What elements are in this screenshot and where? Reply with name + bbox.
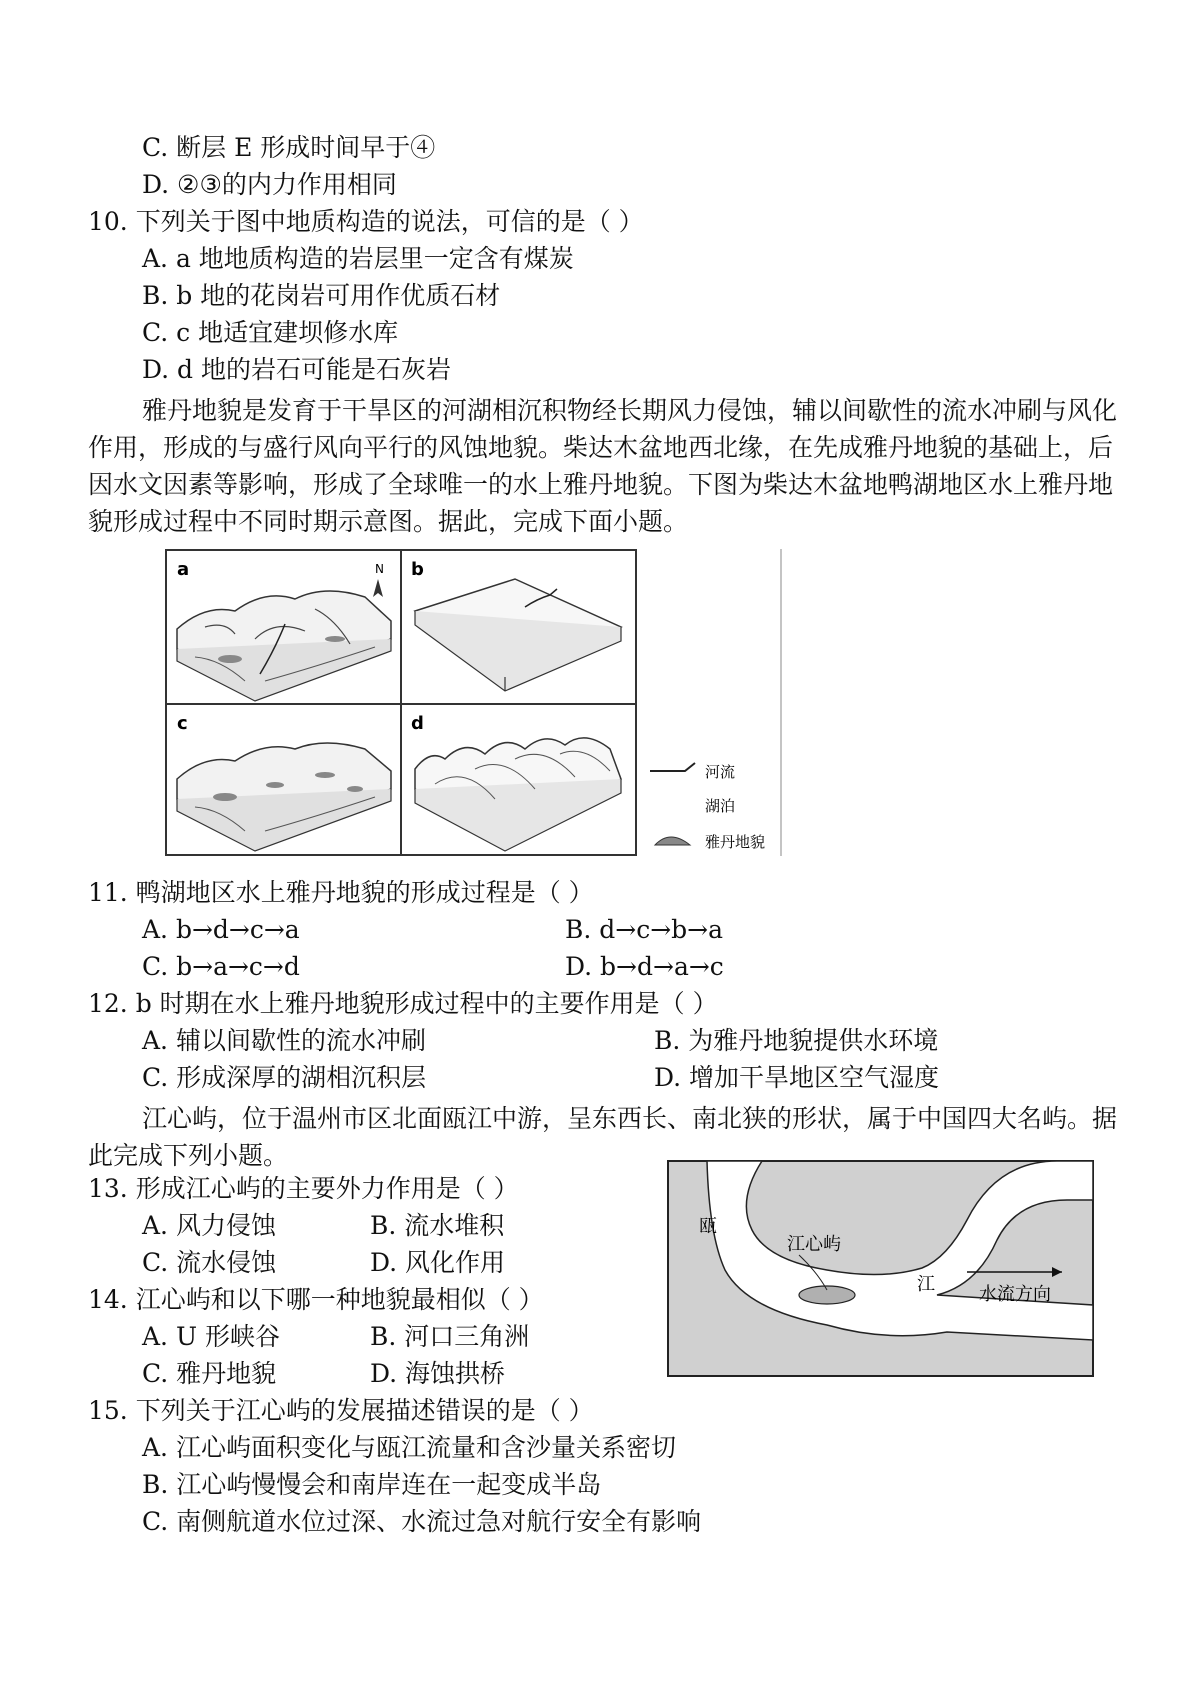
flow-direction-label: 水流方向 [979, 1284, 1051, 1305]
passage-jiangxinyu: 江心屿，位于温州市区北面瓯江中游，呈东西长、南北狭的形状，属于中国四大名屿。据此完成下列小题。 [88, 1104, 1118, 1170]
north-label: N [375, 562, 384, 576]
panel-b-label: b [411, 559, 424, 580]
yardang-stages-figure [165, 549, 783, 856]
legend-lake: 湖泊 [705, 797, 736, 815]
q12-stem: 12. b 时期在水上雅丹地貌形成过程中的主要作用是（ ） [88, 989, 718, 1018]
q15-option-a: A. 江心屿面积变化与瓯江流量和含沙量关系密切 [142, 1433, 676, 1462]
q15-stem: 15. 下列关于江心屿的发展描述错误的是（ ） [88, 1396, 594, 1425]
passage-yardang: 雅丹地貌是发育于干旱区的河湖相沉积物经长期风力侵蚀，辅以间歇性的流水冲刷与风化作用，形成的与盛行风向平行的风蚀地貌。柴达木盆地西北缘，在先成雅丹地貌的基础上，后因水文因素等影响，形成了全球唯一的水上雅丹地貌。下图为柴达木盆地鸭湖地区水上雅丹地貌形成过程中不同时期示意图。据此，完成下面小题。 [88, 396, 1118, 536]
q15-option-c: C. 南侧航道水位过深、水流过急对航行安全有影响 [142, 1507, 702, 1536]
q13-option-c: C. 流水侵蚀 [142, 1248, 277, 1277]
q13-option-b: B. 流水堆积 [370, 1211, 505, 1240]
q11-option-d: D. b→d→a→c [565, 952, 724, 981]
jiangxinyu-island [799, 1286, 855, 1304]
q11-option-c: C. b→a→c→d [142, 952, 300, 981]
q13-option-d: D. 风化作用 [370, 1248, 506, 1277]
q10-stem: 10. 下列关于图中地质构造的说法，可信的是（ ） [88, 207, 644, 236]
q12-option-c: C. 形成深厚的湖相沉积层 [142, 1063, 427, 1092]
q9-option-d: D. ②③的内力作用相同 [142, 170, 397, 199]
q14-stem: 14. 江心屿和以下哪一种地貌最相似（ ） [88, 1285, 544, 1314]
q14-option-a: A. U 形峡谷 [142, 1322, 280, 1351]
q10-option-b: B. b 地的花岗岩可用作优质石材 [142, 281, 501, 310]
q14-option-b: B. 河口三角洲 [370, 1322, 530, 1351]
q14-option-d: D. 海蚀拱桥 [370, 1359, 506, 1388]
panel-c-label: c [177, 713, 188, 734]
q11-option-b: B. d→c→b→a [565, 915, 724, 944]
panel-a-label: a [177, 559, 190, 580]
q11-option-a: A. b→d→c→a [142, 915, 300, 944]
q15-option-b: B. 江心屿慢慢会和南岸连在一起变成半岛 [142, 1470, 602, 1499]
legend-yardang-icon [655, 837, 690, 845]
river-label-ou: 瓯 [699, 1216, 717, 1237]
jiangxinyu-map [667, 1160, 1094, 1377]
q12-option-b: B. 为雅丹地貌提供水环境 [654, 1026, 939, 1055]
q10-option-a: A. a 地地质构造的岩层里一定含有煤炭 [142, 244, 574, 273]
q13-stem: 13. 形成江心屿的主要外力作用是（ ） [88, 1174, 519, 1203]
figure-legend [650, 763, 765, 851]
legend-river-icon [650, 763, 695, 771]
panel-d-label: d [411, 713, 424, 734]
q9-option-c: C. 断层 E 形成时间早于④ [142, 133, 436, 162]
q12-option-d: D. 增加干旱地区空气湿度 [654, 1063, 940, 1092]
legend-river: 河流 [705, 763, 736, 781]
q13-option-a: A. 风力侵蚀 [142, 1211, 276, 1240]
river-label-jiang: 江 [917, 1274, 935, 1295]
q10-option-c: C. c 地适宜建坝修水库 [142, 318, 399, 347]
q14-option-c: C. 雅丹地貌 [142, 1359, 277, 1388]
q11-stem: 11. 鸭湖地区水上雅丹地貌的形成过程是（ ） [88, 878, 594, 907]
q12-option-a: A. 辅以间歇性的流水冲刷 [142, 1026, 426, 1055]
legend-yardang: 雅丹地貌 [705, 833, 766, 851]
island-label: 江心屿 [787, 1234, 841, 1255]
q10-option-d: D. d 地的岩石可能是石灰岩 [142, 355, 451, 384]
